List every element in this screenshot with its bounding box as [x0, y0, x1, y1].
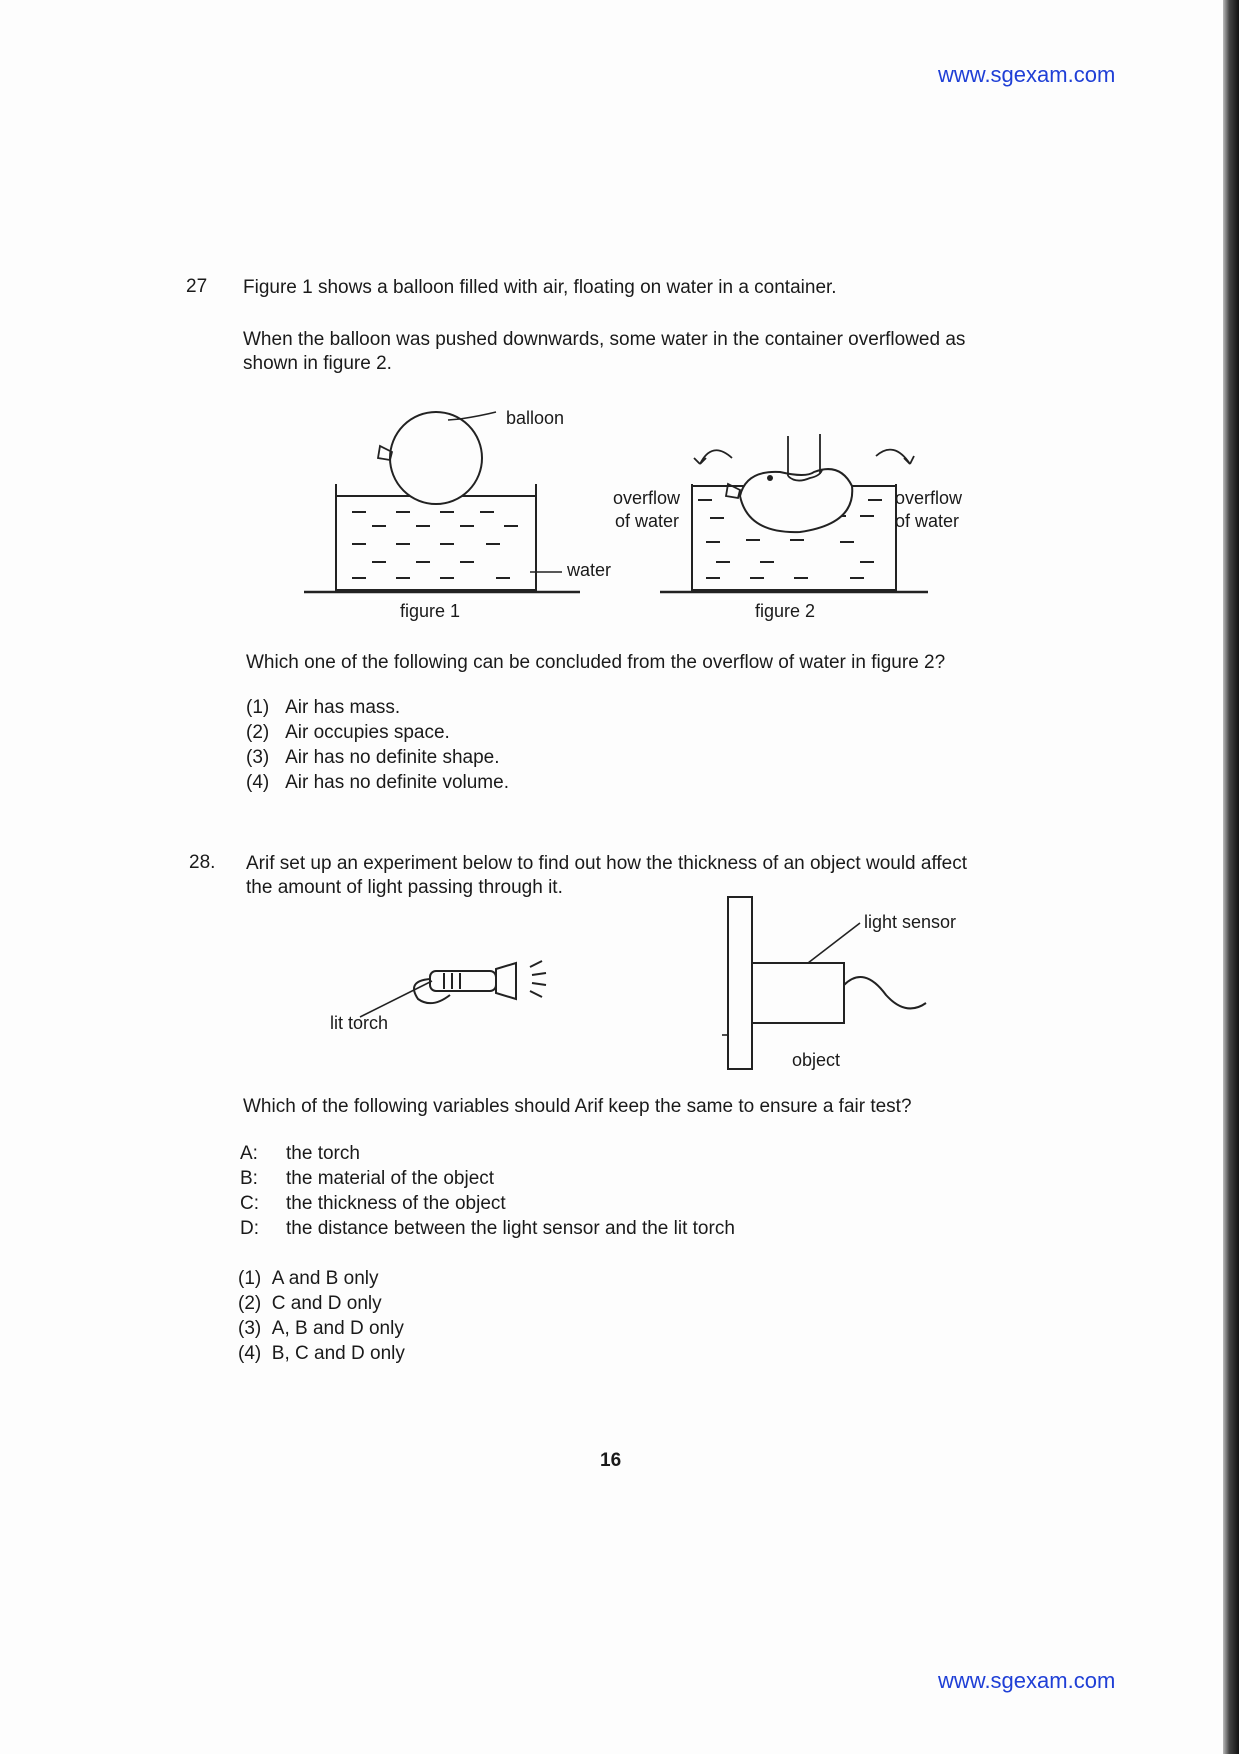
label-balloon: balloon	[506, 408, 565, 428]
label-figure2: figure 2	[755, 601, 816, 621]
q27-option-4[interactable]: (4) Air has no definite volume.	[246, 772, 509, 793]
overflow-arrow-right	[876, 450, 910, 464]
label-lit-torch: lit torch	[330, 1013, 389, 1033]
label-light-sensor: light sensor	[864, 912, 957, 932]
q27-question: Which one of the following can be concluded from the overflow of water in figure 2?	[246, 652, 946, 673]
label-water: water	[567, 560, 612, 580]
q28-text-line2: the amount of light passing through it.	[246, 877, 563, 898]
q27-text-line1: When the balloon was pushed downwards, some water in the container overflowed as	[243, 329, 966, 350]
label-overflow-left-1: overflow	[613, 488, 681, 508]
q27-text-line2: shown in figure 2.	[243, 353, 392, 374]
balloon-pointer	[460, 412, 496, 419]
sensor-wire	[844, 977, 926, 1008]
q27-option-2[interactable]: (2) Air occupies space.	[246, 722, 450, 743]
object-slab	[728, 897, 752, 1069]
page-number: 16	[600, 1450, 622, 1471]
scan-edge-shadow	[1223, 0, 1239, 1754]
torch-icon	[414, 961, 546, 1003]
label-object: object	[792, 1050, 841, 1070]
q28-variable-a: A: the torch	[240, 1143, 360, 1164]
label-overflow-right-1: overflow	[895, 488, 963, 508]
overflow-arrow-left	[700, 450, 732, 464]
q27-intro: Figure 1 shows a balloon filled with air, floating on water in a container.	[243, 277, 837, 298]
q27-option-3[interactable]: (3) Air has no definite shape.	[246, 747, 500, 768]
label-figure1: figure 1	[400, 601, 461, 621]
q28-option-1[interactable]: (1) A and B only	[238, 1268, 379, 1289]
header-url: www.sgexam.com	[938, 62, 1116, 87]
figure1-water-dashes	[352, 512, 518, 578]
sensor-pointer	[808, 923, 860, 963]
footer-url: www.sgexam.com	[938, 1668, 1116, 1693]
q28-variable-c: C: the thickness of the object	[240, 1193, 506, 1214]
figure2-pushed-balloon	[740, 469, 852, 532]
q28-number: 28.	[189, 852, 216, 873]
torch-pointer	[360, 981, 432, 1017]
q28-text-line1: Arif set up an experiment below to find out how the thickness of an object would affect	[246, 853, 968, 874]
label-overflow-right-2: of water	[895, 511, 960, 531]
label-overflow-left-2: of water	[615, 511, 680, 531]
q27-option-1[interactable]: (1) Air has mass.	[246, 697, 401, 718]
figure1-balloon	[390, 412, 482, 504]
light-sensor-box	[752, 963, 844, 1023]
q28-option-4[interactable]: (4) B, C and D only	[238, 1343, 405, 1364]
q28-question: Which of the following variables should Arif keep the same to ensure a fair test?	[243, 1096, 912, 1117]
q28-variable-d: D: the distance between the light sensor and the lit torch	[240, 1218, 735, 1239]
q27-number: 27	[186, 276, 208, 297]
q28-option-3[interactable]: (3) A, B and D only	[238, 1318, 404, 1339]
q28-option-2[interactable]: (2) C and D only	[238, 1293, 382, 1314]
q28-variable-b: B: the material of the object	[240, 1168, 495, 1189]
